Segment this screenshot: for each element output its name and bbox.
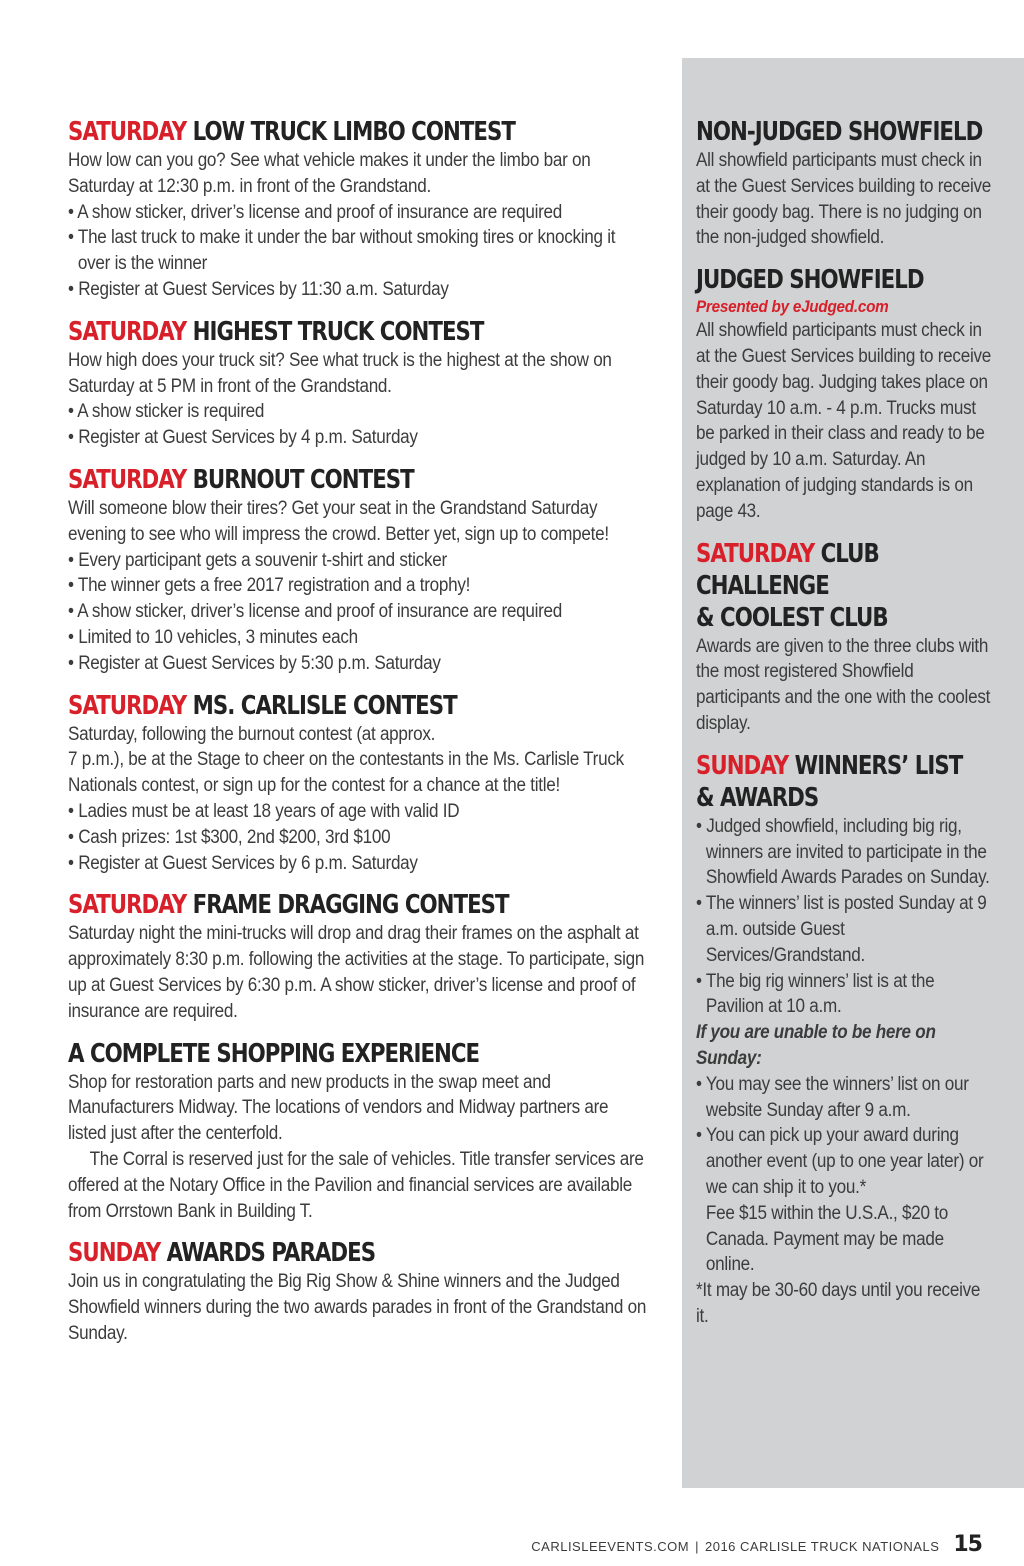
list-item: • Register at Guest Services by 5:30 p.m. Saturday (68, 652, 441, 674)
section-body (696, 148, 996, 251)
ms-carlisle-section (68, 690, 648, 877)
shopping-section (68, 1038, 648, 1225)
list-item: • A show sticker, driver’s license and proof of insurance are required (68, 201, 563, 223)
list-item: • Register at Guest Services by 6 p.m. Saturday (68, 852, 418, 874)
heading-title: HIGHEST TRUCK CONTEST (192, 316, 484, 347)
highest-truck-section (68, 316, 648, 451)
list-item: • Every participant gets a souvenir t-shirt and sticker (68, 549, 447, 571)
list-item: • Ladies must be at least 18 years of age with valid ID (68, 800, 460, 822)
footer-separator: | (695, 1539, 699, 1554)
heading-title: A COMPLETE SHOPPING EXPERIENCE (68, 1038, 480, 1069)
paragraph: The Corral is reserved just for the sale of vehicles. Title transfer services are offered at the Notary Office in the Pavilion and financial services are available from Orrstown Bank in Building T. (68, 1148, 644, 1222)
section-body (68, 1269, 647, 1346)
list-item: • Register at Guest Services by 4 p.m. Saturday (68, 427, 418, 449)
heading-title: & COOLEST CLUB (696, 602, 888, 633)
paragraph: Awards are given to the three clubs with the most registered Showfield participants and the one with the coolest display. (696, 635, 991, 734)
page-number: 15 (953, 1532, 982, 1557)
section-body (68, 722, 647, 877)
section-body (68, 148, 647, 303)
paragraph: Saturday night the mini-trucks will drop and drag their frames on the asphalt at approximately 8:30 p.m. following the activities at the stage. To participate, sign up at Guest Services by 6:30 p.m. A show sticker, driver’s license and proof of insurance are required. (68, 923, 645, 1022)
burnout-contest-section (68, 464, 648, 677)
list-item: • You may see the winners’ list on our website Sunday after 9 a.m. (696, 1073, 969, 1121)
heading-day: SATURDAY (68, 890, 187, 921)
section-body (68, 348, 647, 451)
paragraph: Saturday, following the burnout contest (at approx. (68, 723, 436, 745)
heading-day: SATURDAY (68, 117, 187, 147)
heading-title: LOW TRUCK LIMBO CONTEST (192, 117, 515, 147)
heading-title: FRAME DRAGGING CONTEST (192, 890, 509, 921)
paragraph: 7 p.m.), be at the Stage to cheer on the contestants in the Ms. Carlisle Truck Nationals contest, or sign up for the contest for a chance at the title! (68, 749, 624, 797)
footer-site: CARLISLEEVENTS.COM (531, 1539, 690, 1554)
list-item: • The last truck to make it under the bar without smoking tires or knocking it over is the winner (68, 227, 616, 275)
footer-event: 2016 CARLISLE TRUCK NATIONALS (704, 1539, 940, 1554)
paragraph: Will someone blow their tires? Get your seat in the Grandstand Saturday evening to see who will impress the crowd. Better yet, sign up to compete! (68, 497, 609, 545)
main-column (68, 116, 648, 1360)
footnote: *It may be 30-60 days until you receive it. (696, 1280, 981, 1327)
paragraph: How high does your truck sit? See what truck is the highest at the show on Saturday at 5 PM in front of the Grandstand. (68, 349, 612, 397)
list-item: • The big rig winners’ list is at the Pavilion at 10 a.m. (696, 970, 935, 1018)
club-challenge-section (696, 538, 996, 737)
list-item: • Judged showfield, including big rig, winners are invited to participate in the Showfield Awards Parades on Sunday. (696, 815, 990, 889)
heading-title: MS. CARLISLE CONTEST (192, 690, 457, 721)
heading-title: WINNERS’ LIST (794, 750, 963, 781)
paragraph: How low can you go? See what vehicle makes it under the limbo bar on Saturday at 12:30 p.m. in front of the Grandstand. (68, 150, 591, 197)
heading-day: SATURDAY (68, 316, 187, 347)
heading-day: SATURDAY (68, 464, 187, 495)
subheading: If you are unable to be here on Sunday: (696, 1022, 936, 1069)
fee-note: Fee $15 within the U.S.A., $20 to Canada. Payment may be made online. (705, 1202, 948, 1276)
section-heading (68, 316, 648, 348)
section-heading (68, 464, 648, 496)
limbo-contest-section (68, 116, 648, 303)
list-item: • A show sticker is required (68, 401, 265, 423)
section-body (696, 814, 996, 1330)
section-body (68, 496, 647, 677)
section-body (696, 296, 996, 524)
paragraph: All showfield participants must check in at the Guest Services building to receive their goody bag. There is no judging on the non-judged showfield. (696, 150, 992, 249)
heading-day: SATURDAY (696, 538, 815, 569)
section-heading (68, 1237, 648, 1269)
list-item: • Limited to 10 vehicles, 3 minutes each (68, 626, 358, 648)
heading-day: SUNDAY (68, 1238, 161, 1269)
heading-day: SUNDAY (696, 750, 789, 781)
heading-title: BURNOUT CONTEST (192, 464, 414, 495)
page-footer (531, 1532, 982, 1557)
heading-title: JUDGED SHOWFIELD (696, 265, 924, 296)
list-item: • Cash prizes: 1st $300, 2nd $200, 3rd $100 (68, 826, 391, 848)
list-item: • The winner gets a free 2017 registration and a trophy! (68, 575, 471, 597)
heading-day: SATURDAY (68, 690, 187, 721)
heading-title: NON-JUDGED SHOWFIELD (696, 117, 983, 147)
heading-title: & AWARDS (696, 782, 819, 813)
sponsor-line: Presented by eJudged.com (696, 297, 889, 317)
judged-section (696, 264, 996, 524)
paragraph: All showfield participants must check in at the Guest Services building to receive their goody bag. Judging takes place on Saturday 10 a.m. - 4 p.m. Trucks must be parked in their class and ready to be judged by 10 a.m. Saturday. An explanation of judging standards is on page 43. (696, 320, 992, 522)
heading-title: AWARDS PARADES (166, 1238, 376, 1269)
frame-dragging-section (68, 889, 648, 1024)
section-body (696, 634, 996, 737)
list-item: • A show sticker, driver’s license and proof of insurance are required (68, 601, 563, 623)
section-heading (68, 1038, 648, 1070)
section-heading (696, 750, 996, 814)
section-heading (696, 264, 996, 296)
sidebar-column (696, 116, 996, 1343)
paragraph: Join us in congratulating the Big Rig Show & Shine winners and the Judged Showfield winners during the two awards parades in front of the Grandstand on Sunday. (68, 1271, 647, 1344)
section-heading (696, 116, 996, 148)
paragraph: Shop for restoration parts and new products in the swap meet and Manufacturers Midway. The locations of vendors and Midway partners are listed just after the centerfold. (68, 1071, 609, 1145)
heading-title: CLUB CHALLENGE (696, 538, 879, 601)
section-body (68, 921, 647, 1024)
winners-list-section (696, 750, 996, 1330)
list-item: • The winners’ list is posted Sunday at 9 a.m. outside Guest Services/Grandstand. (696, 893, 987, 966)
list-item: • Register at Guest Services by 11:30 a.m. Saturday (68, 278, 449, 300)
list-item: • You can pick up your award during another event (up to one year later) or we can ship it to you.* (696, 1125, 984, 1198)
section-heading (68, 116, 648, 148)
section-heading (696, 538, 996, 634)
non-judged-section (696, 116, 996, 251)
section-heading (68, 889, 648, 921)
awards-parades-section (68, 1237, 648, 1346)
section-body (68, 1070, 647, 1225)
section-heading (68, 690, 648, 722)
